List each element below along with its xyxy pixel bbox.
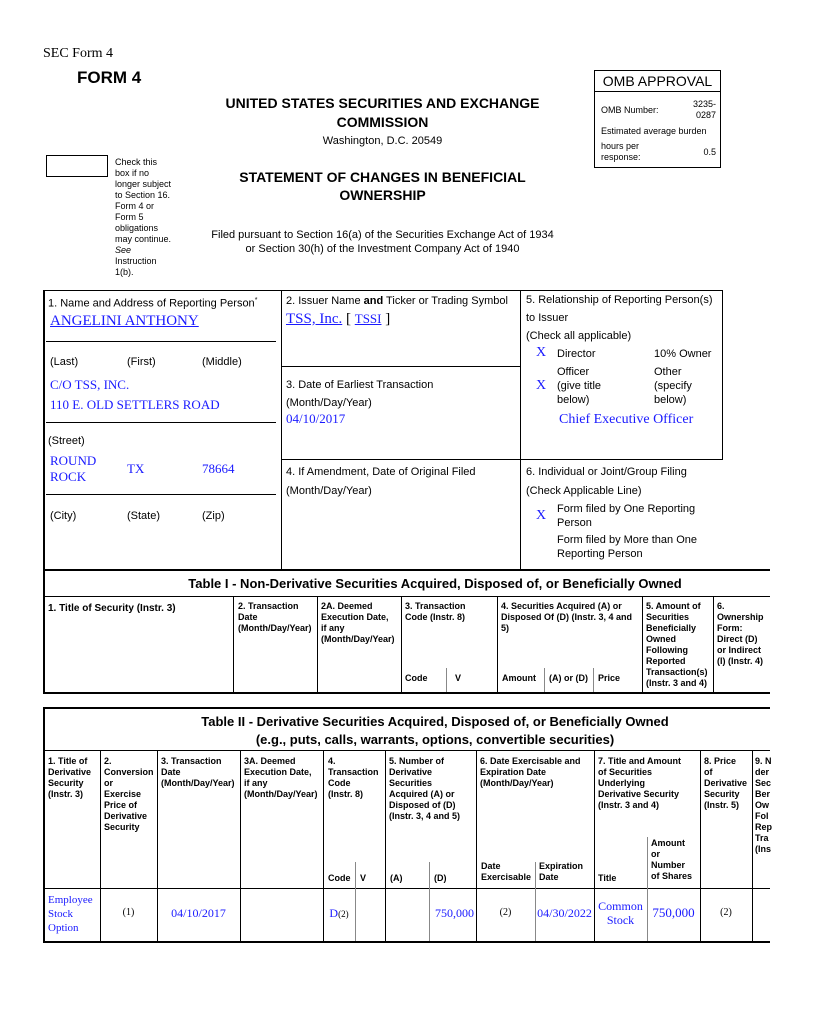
t2-col2-header: 2. Conversion or Exercise Price of Derivative Security [104, 756, 154, 832]
first-label: (First) [127, 356, 156, 368]
t2-col8-header: 8. Price of Derivative Security (Instr. 5) [704, 756, 748, 810]
row-expiration-date: 04/30/2022 [537, 906, 592, 920]
box2-label: 2. Issuer Name and Ticker or Trading Symbol [286, 295, 508, 307]
other-label: Other (specify below) [654, 366, 692, 406]
t1-sub-v: V [455, 673, 462, 683]
t2-col3-header: 3. Transaction Date (Month/Day/Year) [161, 756, 235, 788]
omb-hours-value: 0.5 [703, 147, 716, 157]
t2-sub-c [535, 862, 536, 941]
check-box-instructions: Check this box if no longer subject to Section 16. Form 4 or Form 5 obligations may continue. See Instruction 1(b). [115, 157, 172, 277]
divider-1 [281, 290, 282, 570]
table2-title-bottom [43, 750, 770, 751]
agency-city: Washington, D.C. 20549 [322, 135, 443, 147]
t1-col6-header: 6. Ownership Form: Direct (D) or Indirect (I) (Instr. 4) [717, 601, 764, 666]
box2-bottom [281, 366, 521, 367]
omb-number-value: 3235- 0287 [692, 99, 716, 120]
t1-col2-header: 2. Transaction Date (Month/Day/Year) [238, 601, 312, 633]
omb-hours-label: hours per response: [601, 141, 641, 162]
t2-col7-header: 7. Title and Amount of Securities Underlying Derivative Security (Instr. 3 and 4) [598, 756, 682, 810]
t2-sub-d [647, 837, 648, 941]
sec-form-label: SEC Form 4 [43, 46, 114, 61]
one-person-mark: X [536, 508, 547, 523]
state-value: TX [127, 461, 145, 476]
table1-title: Table I - Non-Derivative Securities Acquired, Disposed of, or Beneficially Owned [188, 576, 682, 591]
officer-title: Chief Executive Officer [559, 412, 694, 427]
box5-label: 5. Relationship of Reporting Person(s) to Issuer (Check all applicable) [526, 294, 713, 342]
middle-label: (Middle) [202, 356, 242, 368]
t1-col2a-header: 2A. Deemed Execution Date, if any (Month/Day/Year) [321, 601, 395, 644]
t2-div-e [385, 750, 386, 941]
row-price: (2) [720, 907, 732, 918]
city-underline [46, 494, 276, 495]
t1-col3-header: 3. Transaction Code (Instr. 8) [405, 601, 466, 622]
box3-bottom [281, 459, 723, 460]
omb-burden-label: Estimated average burden [601, 126, 707, 136]
t1-sub-b [544, 668, 545, 692]
ten-percent-label: 10% Owner [654, 348, 712, 360]
reporting-person-name-link[interactable]: ANGELINI ANTHONY [50, 313, 199, 329]
boxes-bottom-border [43, 569, 770, 571]
t2-col5-header: 5. Number of Derivative Securities Acquired (A) or Disposed of (D) (Instr. 3, 4 and 5) [389, 756, 461, 821]
t2-sub-title: Title [598, 873, 617, 883]
officer-mark: X [536, 378, 547, 393]
box3-label: 3. Date of Earliest Transaction [286, 379, 434, 391]
row-transaction-code: D(2) [329, 906, 349, 920]
issuer-name-link[interactable]: TSS, Inc. [286, 311, 343, 327]
row-security-title: Employee Stock Option [48, 894, 93, 934]
city-value: ROUND ROCK [50, 453, 97, 484]
t1-col4-header: 4. Securities Acquired (A) or Disposed Of (D) (Instr. 3, 4 and 5) [501, 601, 633, 633]
box6-sublabel: (Check Applicable Line) [526, 485, 642, 497]
director-mark: X [536, 345, 547, 360]
name-underline [46, 341, 276, 342]
t2-col9-header: 9. N der Sec Ber Ow Fol Rep Tra (Ins [755, 756, 773, 854]
divider-2 [520, 290, 521, 570]
t1-sub-ad: (A) or (D) [549, 673, 588, 683]
row-underlying-title: Common Stock [598, 899, 643, 927]
table2-bottom [43, 941, 770, 943]
t1-div-a [233, 596, 234, 692]
reporting-address: C/O TSS, INC. 110 E. OLD SETTLERS ROAD [50, 377, 220, 412]
zip-value: 78664 [202, 461, 235, 476]
row-underlying-amount: 750,000 [652, 905, 695, 920]
box1-label: 1. Name and Address of Reporting Person* [48, 297, 258, 310]
ticker-link[interactable]: TSSI [354, 311, 382, 326]
t2-col3a-header: 3A. Deemed Execution Date, if any (Month/Day/Year) [244, 756, 318, 799]
t1-div-c [401, 596, 402, 692]
one-person-label: Form filed by One Reporting Person [557, 503, 696, 529]
table1-title-bottom [43, 596, 770, 597]
address-underline [46, 422, 276, 423]
t2-sub-b [429, 862, 430, 941]
form-title: FORM 4 [77, 68, 142, 87]
t1-div-e [642, 596, 643, 692]
box4-label: 4. If Amendment, Date of Original Filed [286, 466, 476, 478]
last-label: (Last) [50, 356, 79, 368]
box4-sublabel: (Month/Day/Year) [286, 485, 372, 497]
no-longer-subject-checkbox[interactable] [46, 155, 108, 177]
t1-div-f [713, 596, 714, 692]
t2-sub-d-label: (D) [434, 873, 447, 883]
omb-approval-box [594, 70, 721, 168]
director-label: Director [557, 348, 596, 360]
t2-sub-a [355, 862, 356, 941]
street-label: (Street) [48, 435, 85, 447]
t1-sub-amount: Amount [502, 673, 536, 683]
t1-sub-a [446, 668, 447, 692]
t2-sub-v: V [360, 873, 367, 883]
t1-div-b [317, 596, 318, 692]
row-disposed-amount: 750,000 [435, 906, 474, 920]
officer-label: Officer (give title below) [557, 366, 602, 406]
boxes-left-border [43, 290, 45, 570]
t2-sub-code: Code [328, 873, 351, 883]
table2-top [43, 707, 770, 709]
t2-col1-header: 1. Title of Derivative Security (Instr. 3) [48, 756, 92, 799]
t2-sub-a-label: (A) [390, 873, 403, 883]
row-transaction-date: 04/10/2017 [171, 906, 226, 920]
t1-div-d [497, 596, 498, 692]
box3-sublabel: (Month/Day/Year) [286, 397, 372, 409]
t2-col6-header: 6. Date Exercisable and Expiration Date (Month/Day/Year) [480, 756, 581, 788]
more-persons-label: Form filed by More than One Reporting Person [557, 534, 698, 560]
t2-div-i [752, 750, 753, 941]
divider-3 [722, 290, 723, 460]
box6-label: 6. Individual or Joint/Group Filing [526, 466, 687, 478]
city-label: (City) [50, 510, 77, 522]
table2-header-bottom [43, 888, 770, 889]
filed-pursuant: Filed pursuant to Section 16(a) of the Securities Exchange Act of 1934 or Section 30(h) of the Investment Company Act of 1940 [211, 229, 554, 255]
t1-sub-c [593, 668, 594, 692]
row-conversion-note: (1) [122, 907, 135, 918]
zip-label: (Zip) [202, 510, 225, 522]
t1-col1-header: 1. Title of Security (Instr. 3) [48, 603, 176, 614]
t1-sub-price: Price [598, 673, 621, 683]
table2-title: Table II - Derivative Securities Acquired, Disposed of, or Beneficially Owned (e.g., puts, calls, warrants, options, convertible securities) [201, 714, 669, 747]
statement-title: STATEMENT OF CHANGES IN BENEFICIAL OWNERSHIP [239, 169, 526, 203]
state-label: (State) [127, 510, 161, 522]
t2-div-c [240, 750, 241, 941]
omb-number-label: OMB Number: [601, 105, 659, 115]
t2-sub-expiration: Expiration Date [539, 861, 584, 882]
issuer-line: TSS, Inc. [ TSSI ] [286, 311, 391, 327]
row-date-exercisable: (2) [499, 907, 512, 918]
t2-col4-header: 4. Transaction Code (Instr. 8) [328, 756, 379, 799]
t2-sub-date-exercisable: Date Exercisable [481, 861, 532, 882]
agency-title: UNITED STATES SECURITIES AND EXCHANGE COMMISSION [225, 95, 540, 130]
earliest-transaction-date: 04/10/2017 [286, 411, 346, 426]
table1-bottom [43, 692, 770, 694]
omb-title: OMB APPROVAL [595, 71, 720, 92]
t1-sub-code: Code [405, 673, 428, 683]
t1-col5-header: 5. Amount of Securities Beneficially Owned Following Reported Transaction(s) (Instr. 3 and 4) [646, 601, 708, 688]
t2-sub-amount: Amount or Number of Shares [651, 838, 693, 881]
